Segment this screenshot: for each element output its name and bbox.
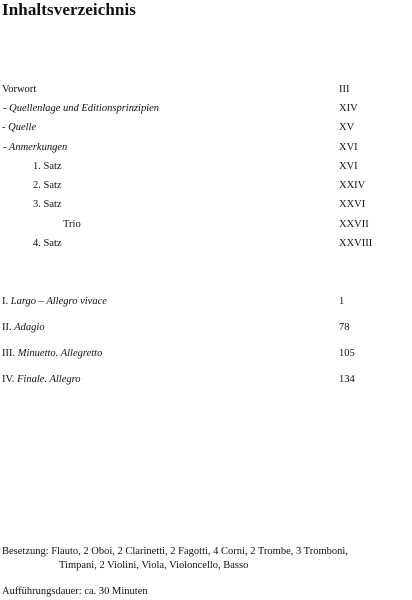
toc-entry-page: XXVIII	[339, 238, 373, 249]
toc-movement-1	[0, 294, 412, 310]
toc-entry-page: III	[339, 84, 350, 95]
toc-entry-label: - Quelle	[2, 122, 37, 133]
scoring-label: Besetzung:	[2, 546, 49, 557]
toc-entry-page: 105	[339, 348, 355, 359]
scoring-line-2: Timpani, 2 Violini, Viola, Violoncello, Basso	[59, 560, 249, 571]
toc-entry-label: Trio	[63, 219, 81, 230]
movement-number: III.	[2, 348, 16, 359]
toc-entry-label: 2. Satz	[33, 180, 62, 191]
toc-entry-anmerkungen	[0, 140, 412, 156]
toc-entry-label: Vorwort	[2, 84, 37, 95]
toc-entry-trio	[0, 217, 412, 233]
toc-entry-label: - Quellenlage und Editionsprinzipien	[3, 103, 160, 114]
toc-entry-page: XVI	[339, 142, 358, 153]
toc-entry-page: XV	[339, 122, 355, 133]
toc-entry-page: 134	[339, 374, 355, 385]
toc-entry-label: 4. Satz	[33, 238, 62, 249]
toc-entry-page: XVI	[339, 161, 358, 172]
toc-entry-vorwort	[0, 82, 412, 98]
toc-entry-page: XXIV	[339, 180, 366, 191]
toc-movement-2	[0, 320, 412, 336]
movement-title: Finale. Allegro	[16, 374, 81, 385]
movement-title: Minuetto. Allegretto	[17, 348, 103, 359]
movement-number: I.	[2, 296, 9, 307]
movement-title: Largo – Allegro vivace	[10, 296, 107, 307]
toc-movement-4	[0, 372, 412, 388]
toc-entry-page: XXVII	[339, 219, 369, 230]
toc-entry-quellenlage	[0, 101, 412, 117]
toc-entry-label: - Anmerkungen	[3, 142, 68, 153]
toc-entry-quelle	[0, 120, 412, 136]
movement-number: II.	[2, 322, 12, 333]
toc-entry-page: 1	[339, 296, 345, 307]
movement-title: Adagio	[14, 322, 45, 333]
movement-number: IV.	[2, 374, 15, 385]
page-title: Inhaltsverzeichnis	[2, 0, 137, 19]
scoring-instruments-1: Flauto, 2 Oboi, 2 Clarinetti, 2 Fagotti, 4 Corni, 2 Trombe, 3 Tromboni,	[51, 546, 348, 557]
toc-entry-page: 78	[339, 322, 350, 333]
toc-entry-page: XXVI	[339, 199, 366, 210]
performance-duration: Aufführungsdauer: ca. 30 Minuten	[2, 586, 148, 597]
toc-entry-page: XIV	[339, 103, 358, 114]
toc-entry-satz-2	[0, 178, 412, 194]
toc-entry-label: 3. Satz	[33, 199, 62, 210]
toc-entry-satz-3	[0, 197, 412, 213]
toc-movement-3	[0, 346, 412, 362]
toc-entry-label: 1. Satz	[33, 161, 62, 172]
toc-entry-satz-1	[0, 159, 412, 175]
toc-entry-satz-4	[0, 236, 412, 252]
